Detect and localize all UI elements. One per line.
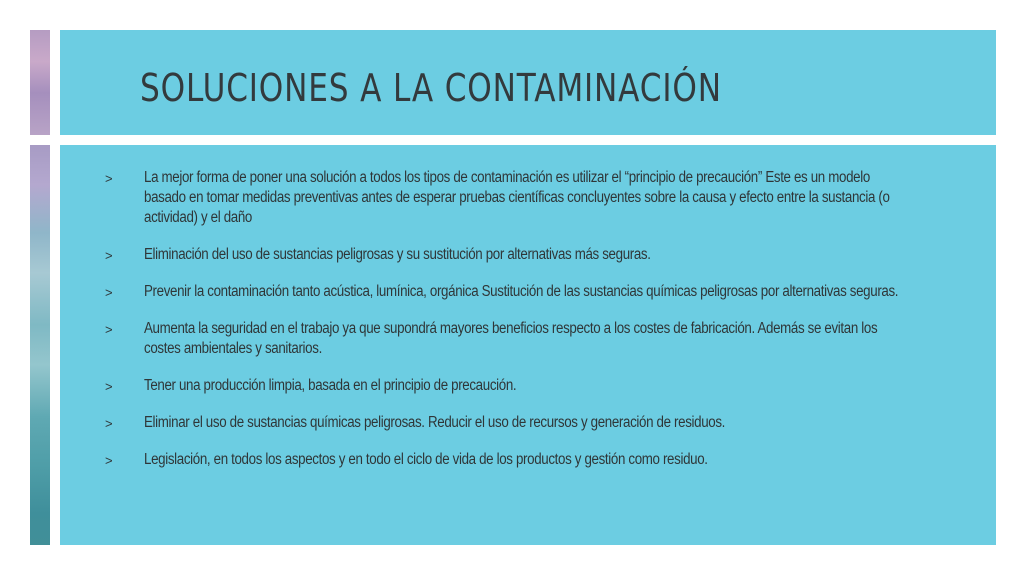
bullet-arrow-icon: > xyxy=(105,322,113,337)
bullet-text: Prevenir la contaminación tanto acústica, lumínica, orgánica Sustitución de las sustancias químicas peligrosas por alternativas seguras. xyxy=(144,283,899,300)
bullet-arrow-icon: > xyxy=(105,248,113,263)
bullet-item xyxy=(105,245,905,265)
bullet-item xyxy=(105,376,905,396)
bullet-item xyxy=(105,282,905,302)
bullet-arrow-icon: > xyxy=(105,453,113,468)
decorative-strip-bottom xyxy=(30,145,50,545)
decorative-strip-top xyxy=(30,30,50,135)
bullet-text: Tener una producción limpia, basada en el principio de precaución. xyxy=(144,377,517,394)
bullet-arrow-icon: > xyxy=(105,171,113,186)
bullet-arrow-icon: > xyxy=(105,416,113,431)
bullet-text: Aumenta la seguridad en el trabajo ya que supondrá mayores beneficios respecto a los costes de fabricación. Además se evitan los costes ambientales y sanitarios. xyxy=(144,320,878,357)
bullet-text: Legislación, en todos los aspectos y en todo el ciclo de vida de los productos y gestión como residuo. xyxy=(144,451,708,468)
bullet-item xyxy=(105,450,905,470)
bullet-arrow-icon: > xyxy=(105,379,113,394)
bullet-text: La mejor forma de poner una solución a todos los tipos de contaminación es utilizar el “principio de precaución” Este es un modelo basado en tomar medidas preventivas antes de esperar pruebas científicas concluyentes sobre la causa y efecto entre la sustancia (o actividad) y el daño xyxy=(144,169,890,226)
bullet-list xyxy=(105,168,905,487)
bullet-item xyxy=(105,168,905,228)
bullet-text: Eliminar el uso de sustancias químicas peligrosas. Reducir el uso de recursos y generación de residuos. xyxy=(144,414,726,431)
slide-title: SOLUCIONES A LA CONTAMINACIÓN xyxy=(140,66,722,110)
bullet-item xyxy=(105,413,905,433)
bullet-arrow-icon: > xyxy=(105,285,113,300)
bullet-text: Eliminación del uso de sustancias peligrosas y su sustitución por alternativas más seguras. xyxy=(144,246,651,263)
bullet-item xyxy=(105,319,905,359)
